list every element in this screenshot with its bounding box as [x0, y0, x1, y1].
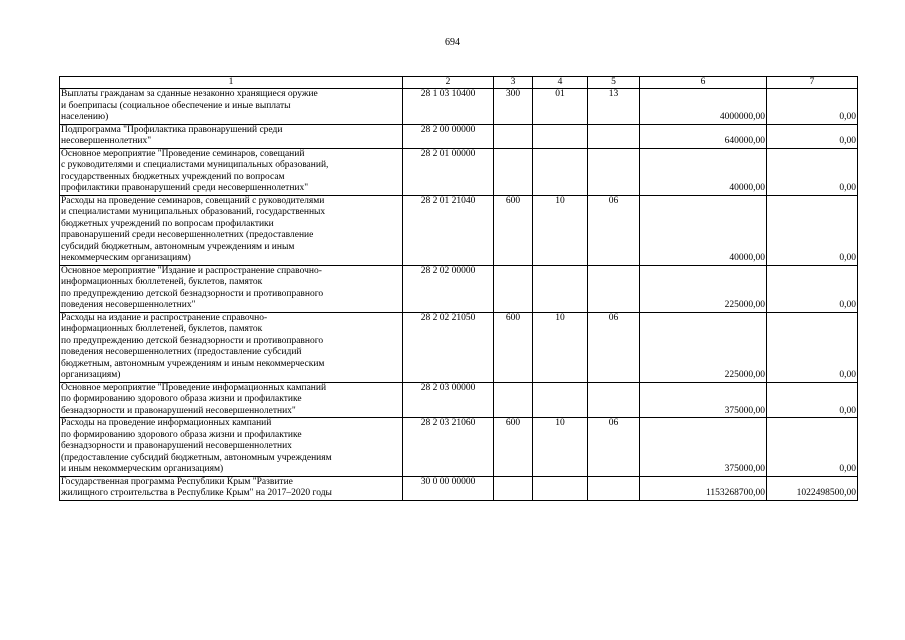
row-name-line: поведения несовершеннолетних" [61, 300, 196, 310]
row-name-line: и боеприпасы (социальное обеспечение и иные выплаты [61, 100, 291, 111]
table-row [60, 265, 858, 312]
row-subsection: 13 [588, 89, 640, 125]
row-name-line: и иным некоммерческим организациям) [61, 464, 224, 474]
row-section: 10 [533, 312, 588, 382]
row-amount-col7: 0,00 [767, 312, 858, 382]
row-expense-type: 300 [494, 89, 533, 125]
row-expense-type [494, 148, 533, 195]
row-name-line: информационных бюллетеней, буклетов, памяток [61, 277, 263, 287]
row-name-line: государственных бюджетных учреждений по вопросам [61, 171, 285, 182]
row-name-line: по формированию здорового образа жизни и профилактике [61, 429, 302, 440]
row-amount-col6: 40000,00 [640, 195, 767, 265]
row-amount-col7: 0,00 [767, 265, 858, 312]
row-code: 28 2 02 00000 [403, 265, 494, 312]
row-amount-col6: 1153268700,00 [640, 476, 767, 500]
header-col-1: 1 [60, 77, 403, 89]
row-name-line: организациям) [61, 370, 121, 380]
row-amount-col7: 0,00 [767, 195, 858, 265]
row-subsection [588, 148, 640, 195]
row-amount-col6: 640000,00 [640, 124, 767, 148]
row-name [60, 124, 403, 148]
row-name-line: поведения несовершеннолетних (предоставление субсидий [61, 347, 302, 357]
row-subsection [588, 476, 640, 500]
row-code: 28 2 02 21050 [403, 312, 494, 382]
row-name-line: по формированию здорового образа жизни и профилактике [61, 394, 302, 404]
header-col-7: 7 [767, 77, 858, 89]
header-col-5: 5 [588, 77, 640, 89]
row-code: 30 0 00 00000 [403, 476, 494, 500]
header-col-4: 4 [533, 77, 588, 89]
row-name-line: Выплаты гражданам за сданные незаконно хранящиеся оружие [61, 89, 318, 99]
row-name-line: Подпрограмма "Профилактика правонарушений среди [61, 124, 283, 135]
row-name-line: Основное мероприятие "Издание и распространение справочно- [61, 265, 322, 276]
row-name-line: по предупреждению детской безнадзорности и противоправного [61, 335, 324, 346]
row-section: 10 [533, 195, 588, 265]
row-name-line: Основное мероприятие "Проведение информационных кампаний [61, 382, 327, 393]
row-name-line: жилищного строительства в Республике Крым" на 2017–2020 годы [61, 488, 332, 498]
row-name [60, 418, 403, 477]
row-amount-col6: 225000,00 [640, 265, 767, 312]
header-col-3: 3 [494, 77, 533, 89]
row-name-line: безнадзорности и правонарушений несовершеннолетних [61, 441, 292, 451]
table-row [60, 148, 858, 195]
row-expense-type: 600 [494, 418, 533, 477]
row-name-line: некоммерческим организациям) [61, 253, 191, 263]
table-row [60, 418, 858, 477]
row-amount-col7: 0,00 [767, 124, 858, 148]
row-name-line: Расходы на издание и распространение справочно- [61, 312, 268, 323]
row-section [533, 148, 588, 195]
row-name-line: правонарушений среди несовершеннолетних (предоставление [61, 230, 314, 240]
table-row [60, 124, 858, 148]
row-expense-type: 600 [494, 312, 533, 382]
row-name-line: несовершеннолетних" [61, 136, 152, 146]
row-code: 28 2 01 00000 [403, 148, 494, 195]
row-section [533, 124, 588, 148]
row-name [60, 195, 403, 265]
row-name-line: населению) [61, 112, 109, 122]
page-number: 694 [445, 37, 460, 48]
row-section [533, 265, 588, 312]
row-name-line: Основное мероприятие "Проведение семинаров, совещаний [61, 148, 305, 159]
row-amount-col7: 0,00 [767, 382, 858, 418]
row-section [533, 476, 588, 500]
table-row [60, 89, 858, 125]
row-name [60, 265, 403, 312]
row-subsection [588, 382, 640, 418]
row-name-line: бюджетным, автономным учреждениям и иным некоммерческим [61, 358, 325, 369]
row-name-line: бюджетных учреждений по вопросам профилактики [61, 218, 274, 229]
row-section [533, 382, 588, 418]
table-header-row [60, 77, 858, 89]
row-section: 01 [533, 89, 588, 125]
table-row [60, 312, 858, 382]
row-name-line: Расходы на проведение информационных кампаний [61, 418, 272, 428]
row-expense-type [494, 382, 533, 418]
table-row [60, 195, 858, 265]
table-row [60, 382, 858, 418]
row-code: 28 2 00 00000 [403, 124, 494, 148]
row-amount-col7: 1022498500,00 [767, 476, 858, 500]
row-expense-type: 600 [494, 195, 533, 265]
row-subsection: 06 [588, 418, 640, 477]
row-expense-type [494, 265, 533, 312]
row-name [60, 476, 403, 500]
row-name-line: профилактики правонарушений среди несовершеннолетних" [61, 183, 309, 193]
row-name-line: с руководителями и специалистами муниципальных образований, [61, 160, 329, 170]
row-name-line: Государственная программа Республики Крым "Развитие [61, 476, 293, 487]
row-code: 28 1 03 10400 [403, 89, 494, 125]
row-name [60, 382, 403, 418]
row-name-line: безнадзорности и правонарушений несовершеннолетних" [61, 405, 296, 416]
row-amount-col7: 0,00 [767, 418, 858, 477]
row-code: 28 2 03 00000 [403, 382, 494, 418]
row-expense-type [494, 124, 533, 148]
row-code: 28 2 03 21060 [403, 418, 494, 477]
row-subsection [588, 124, 640, 148]
row-amount-col6: 375000,00 [640, 382, 767, 418]
row-name-line: Расходы на проведение семинаров, совещаний с руководителями [61, 195, 325, 206]
row-name [60, 312, 403, 382]
row-subsection [588, 265, 640, 312]
row-name-line: (предоставление субсидий бюджетным, автономным учреждениям [61, 452, 332, 463]
row-amount-col6: 375000,00 [640, 418, 767, 477]
header-col-6: 6 [640, 77, 767, 89]
row-name-line: субсидий бюджетным, автономным учреждениям и иным [61, 241, 295, 252]
row-subsection: 06 [588, 195, 640, 265]
row-amount-col7: 0,00 [767, 89, 858, 125]
budget-table [59, 76, 858, 501]
header-col-2: 2 [403, 77, 494, 89]
row-name-line: и специалистами муниципальных образований, государственных [61, 207, 326, 217]
row-name [60, 89, 403, 125]
row-section: 10 [533, 418, 588, 477]
row-code: 28 2 01 21040 [403, 195, 494, 265]
row-expense-type [494, 476, 533, 500]
row-amount-col7: 0,00 [767, 148, 858, 195]
table-row [60, 476, 858, 500]
row-amount-col6: 40000,00 [640, 148, 767, 195]
row-amount-col6: 4000000,00 [640, 89, 767, 125]
row-name-line: по предупреждению детской безнадзорности и противоправного [61, 288, 324, 299]
row-name [60, 148, 403, 195]
row-name-line: информационных бюллетеней, буклетов, памяток [61, 324, 263, 334]
row-amount-col6: 225000,00 [640, 312, 767, 382]
row-subsection: 06 [588, 312, 640, 382]
